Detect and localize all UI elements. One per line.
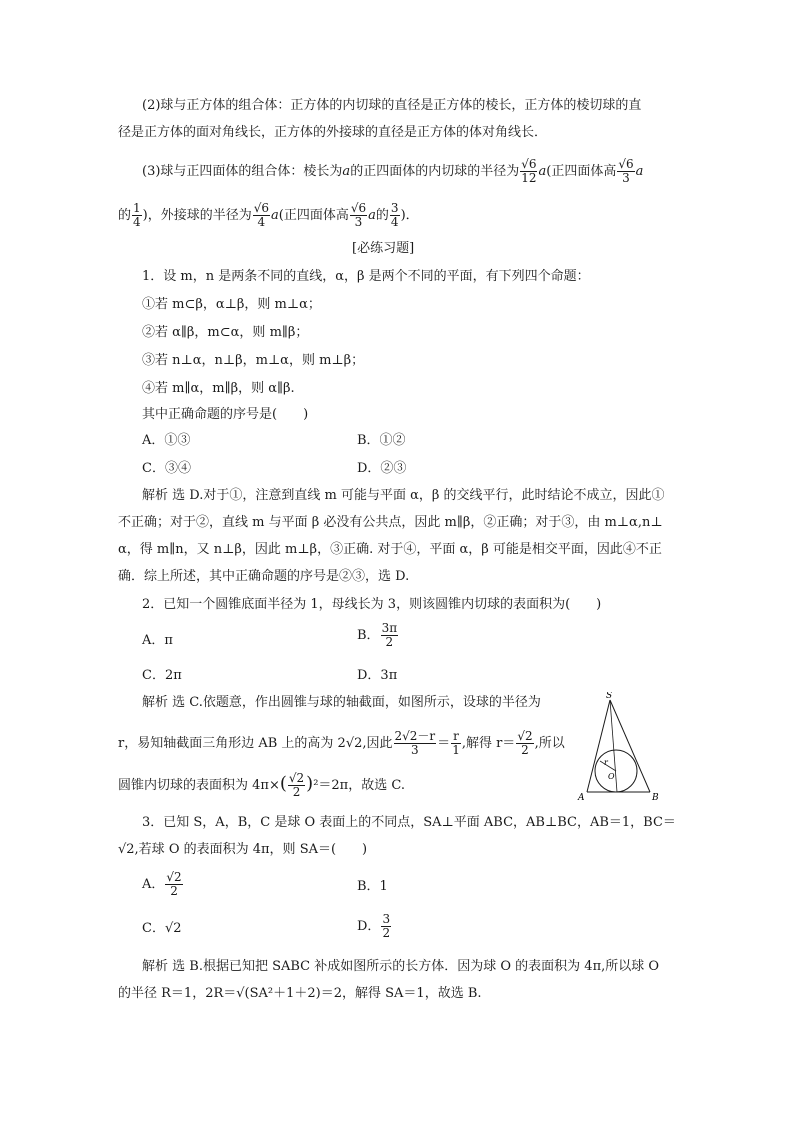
var-a: a <box>538 164 547 179</box>
fraction-circumradius <box>253 202 270 229</box>
fraction-numerator: √2 <box>166 870 182 884</box>
q2-option-d: D．3π <box>357 668 398 683</box>
q2-solution-text-5: ²＝2π，故选 C. <box>313 778 405 793</box>
radius-line <box>600 761 616 771</box>
para3-text-1: (3)球与正四面体的组合体：棱长为 <box>142 164 343 179</box>
fraction-numerator: √6 <box>253 201 270 215</box>
fraction <box>394 730 437 757</box>
fraction-denominator: 4 <box>390 215 399 229</box>
section-title: [必练习题] <box>352 241 415 256</box>
var-a: a <box>342 164 351 179</box>
q1-question: 其中正确命题的序号是( ) <box>142 407 309 422</box>
fraction <box>288 772 305 799</box>
fraction-denominator: 2 <box>292 785 301 799</box>
q1-solution-line2: 不正确；对于②，直线 m 与平面 β 必没有公共点，因此 m∥β，②正确；对于③，由 m⊥α,n⊥ <box>118 515 663 530</box>
cone-cross-section-figure <box>575 692 665 804</box>
q2-solution-text-2: ,解得 r＝ <box>461 736 516 751</box>
cone-edge-sa <box>587 700 610 792</box>
fraction-denominator: 3 <box>354 215 363 229</box>
fraction-denominator: 2 <box>382 926 391 940</box>
q2-option-c: C．2π <box>142 668 182 683</box>
label-b: B <box>652 793 659 803</box>
fraction-denominator: 12 <box>521 171 537 185</box>
para3-text-6: (正四面体高 <box>278 208 349 223</box>
fraction-numerator: 1 <box>133 201 141 215</box>
q1-statement-2: ②若 α∥β，m⊂α，则 m∥β； <box>142 325 309 340</box>
q3-option-d <box>357 913 392 940</box>
q3-option-c: C．√2 <box>142 921 182 936</box>
fraction-denominator: 2 <box>170 884 178 898</box>
label-o: O <box>608 772 615 781</box>
para3-line2 <box>118 202 419 229</box>
fraction-denominator: 4 <box>257 215 266 229</box>
fraction-height <box>350 202 367 229</box>
q2-option-a: A．π <box>142 633 173 648</box>
fraction-denominator: 3 <box>411 743 419 757</box>
q2-solution-line3: 圆锥内切球的表面积为 4π×( $\frac{√2}{2}$ )²＝2π，故选 C. <box>118 771 405 799</box>
fraction-height <box>617 158 634 185</box>
fraction-three-quarters <box>390 202 400 229</box>
option-label: B． <box>357 628 380 643</box>
para3-text-2: 的正四面体的内切球的半径为 <box>350 164 520 179</box>
q1-option-b: B．①② <box>357 433 406 448</box>
fraction-denominator: 1 <box>452 743 460 757</box>
q3-solution-line2: 的半径 R＝1，2R＝√(SA²＋1＋2)＝2，解得 SA＝1，故选 B. <box>118 986 482 1001</box>
para3-text-4: 的 <box>118 208 132 223</box>
q3-stem-line2: √2,若球 O 的表面积为 4π，则 SA＝( ) <box>118 842 368 857</box>
q3-option-b: B．1 <box>357 879 388 894</box>
para2-line2: 径是正方体的面对角线长，正方体的外接球的直径是正方体的体对角线长． <box>118 125 548 140</box>
q2-solution-text-1: r，易知轴截面三角形边 AB 上的高为 2√2,因此 <box>118 736 393 751</box>
fraction-numerator: √6 <box>521 157 537 171</box>
fraction <box>516 730 533 757</box>
fraction-numerator: √6 <box>618 157 634 171</box>
label-a: A <box>578 793 585 803</box>
q1-solution-line4: 确．综上所述，其中正确命题的序号是②③，选 D. <box>118 569 410 584</box>
q1-solution-line1: 解析 选 D.对于①，注意到直线 m 可能与平面 α，β 的交线平行，此时结论不成立，因此① <box>142 488 665 503</box>
fraction-numerator: 3π <box>381 621 398 635</box>
var-a: a <box>635 164 644 179</box>
para3-text-7: 的 <box>375 208 389 223</box>
fraction-numerator: 3 <box>382 912 391 926</box>
para3-line1 <box>142 158 643 185</box>
label-s: S <box>606 692 613 701</box>
q2-solution-line1: 解析 选 C.依题意，作出圆锥与球的轴截面，如图所示，设球的半径为 <box>142 695 541 710</box>
q2-solution-text-3: ,所以 <box>534 736 565 751</box>
fraction-numerator: √6 <box>350 201 367 215</box>
q1-option-c: C．③④ <box>142 461 191 476</box>
option-label: A． <box>142 877 165 892</box>
fraction-one-quarter <box>132 202 142 229</box>
label-r: r <box>604 758 608 767</box>
option-label: D． <box>357 919 381 934</box>
fraction-numerator: 2√2－r <box>394 729 436 743</box>
q1-solution-line3: α，得 m∥n，又 n⊥β，因此 m⊥β，③正确. 对于④，平面 α，β 可能是相交平面，因此④不正 <box>118 542 662 557</box>
fraction <box>381 622 399 649</box>
fraction <box>451 730 461 757</box>
q3-solution-line1: 解析 选 B.根据已知把 SABC 补成如图所示的长方体．因为球 O 的表面积为 4π,所以球 O <box>142 959 660 974</box>
fraction-denominator: 4 <box>133 215 141 229</box>
fraction-inradius <box>520 158 537 185</box>
q1-statement-4: ④若 m∥α，m∥β，则 α∥β. <box>142 381 295 396</box>
fraction-numerator: r <box>453 729 459 743</box>
q1-statement-3: ③若 n⊥α，n⊥β，m⊥α，则 m⊥β； <box>142 353 365 368</box>
fraction-numerator: √2 <box>517 729 533 743</box>
q3-stem-line1: 3．已知 S，A，B，C 是球 O 表面上的不同点，SA⊥平面 ABC，AB⊥BC，AB＝1，BC＝ <box>142 815 676 830</box>
q1-stem: 1．设 m，n 是两条不同的直线，α，β 是两个不同的平面，有下列四个命题： <box>142 269 590 284</box>
fraction-denominator: 2 <box>521 743 529 757</box>
para3-text-8: )． <box>400 208 419 223</box>
q1-option-d: D．②③ <box>357 461 407 476</box>
fraction-numerator: √2 <box>288 771 305 785</box>
para2-line1: (2)球与正方体的组合体：正方体的内切球的直径是正方体的棱长，正方体的棱切球的直 <box>142 98 642 113</box>
fraction-numerator: 3 <box>390 201 399 215</box>
fraction-denominator: 3 <box>622 171 630 185</box>
fraction <box>165 871 182 898</box>
var-a: a <box>271 208 279 223</box>
q2-option-b <box>357 622 399 649</box>
q3-option-a <box>142 871 184 898</box>
var-a: a <box>368 208 376 223</box>
para3-text-3: (正四面体高 <box>546 164 617 179</box>
q1-option-a: A．①③ <box>142 433 191 448</box>
q2-stem: 2．已知一个圆锥底面半径为 1，母线长为 3，则该圆锥内切球的表面积为( ) <box>142 597 602 612</box>
para3-text-5: )，外接球的半径为 <box>142 208 252 223</box>
fraction <box>381 913 391 940</box>
q2-solution-text-4: 圆锥内切球的表面积为 4π× <box>118 778 280 793</box>
q1-statement-1: ①若 m⊂β，α⊥β，则 m⊥α； <box>142 297 321 312</box>
equals-sign: ＝ <box>437 736 451 751</box>
fraction-denominator: 2 <box>385 635 394 649</box>
q2-solution-line2 <box>118 730 565 757</box>
